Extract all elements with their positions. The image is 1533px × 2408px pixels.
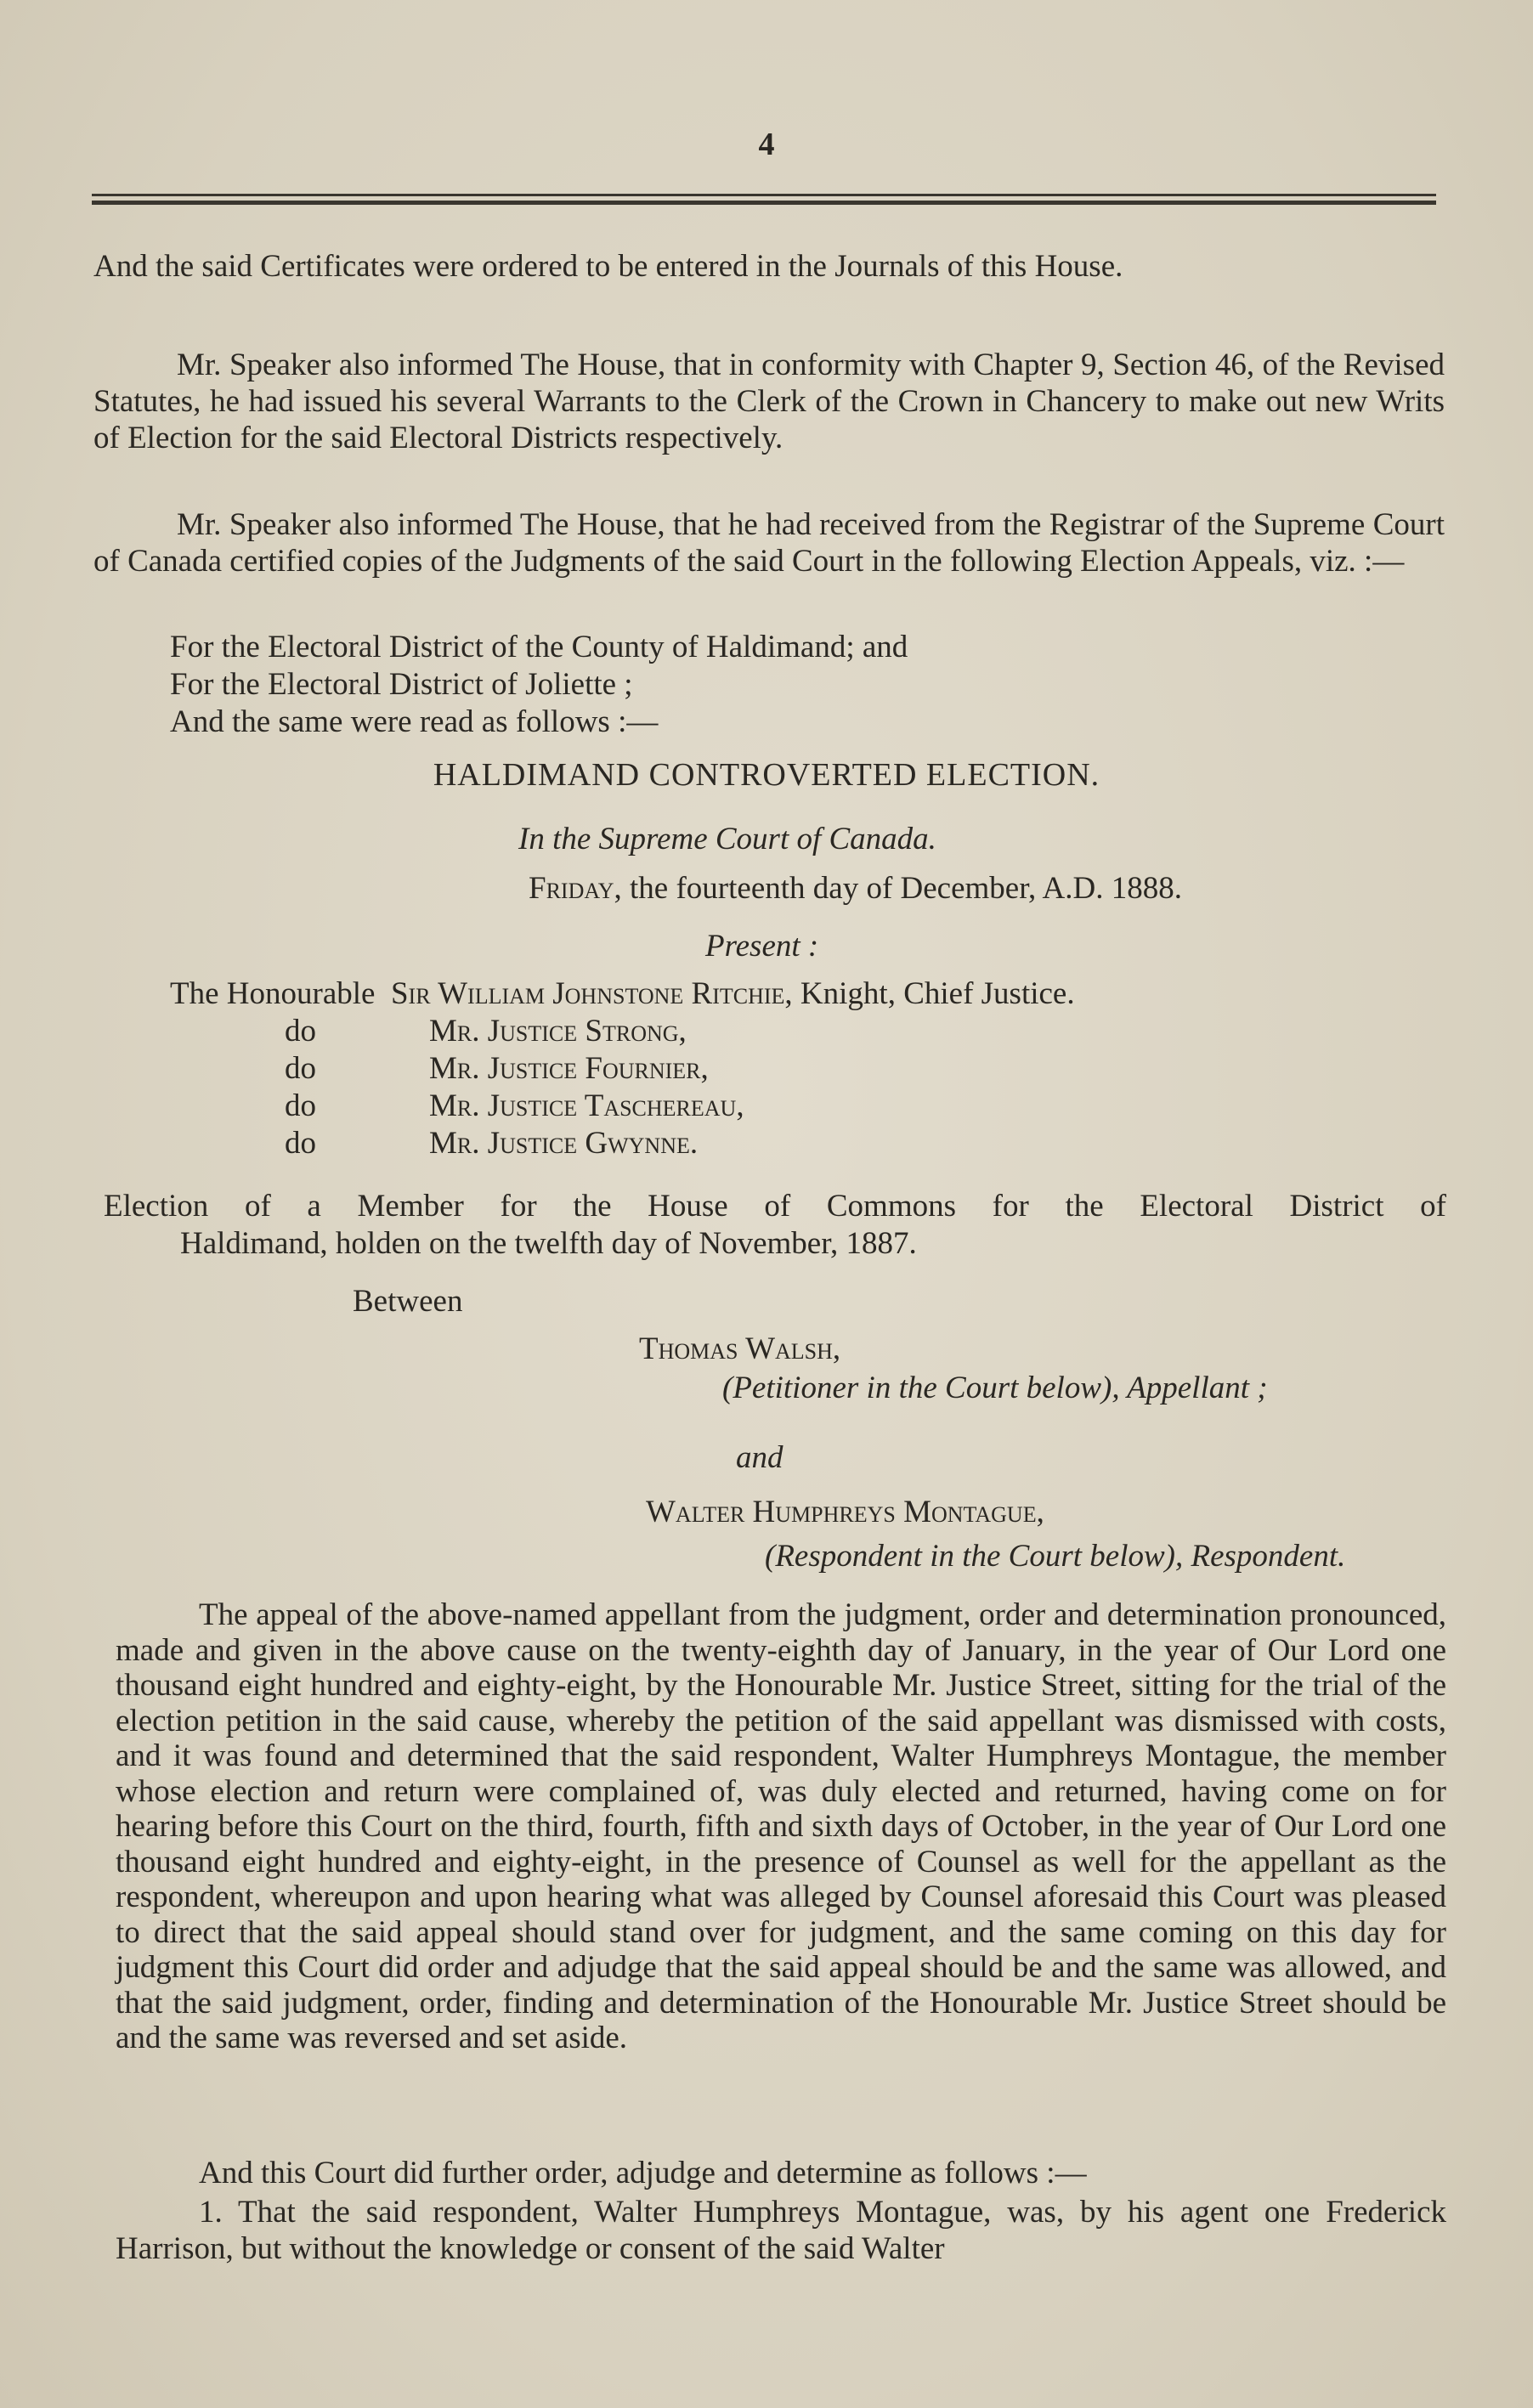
justice-name: Mr. Justice Gwynne. [429,1126,699,1161]
justice-name: Mr. Justice Strong, [429,1014,687,1049]
bench-prefix: The Honourable [170,976,376,1011]
bench-list [170,975,1075,1162]
justice-row [170,1013,1075,1050]
date-day: Friday [529,871,614,906]
order-item-1: 1. That the said respondent, Walter Humphreys Montague, was, by his agent one Frederick Harrison, but without the knowledge or consent of the said Walter [116,2195,1446,2266]
appellant-role: (Petitioner in the Court below), Appellant ; [722,1371,1268,1405]
ditto-mark: do [285,1088,316,1123]
election-appeals-list [170,629,908,741]
judgment-body: The appeal of the above-named appellant from the judgment, order and determination pronounced, made and given in the above cause on the twenty-eighth day of January, in the year of Our Lord one thousand eight hundred and eighty-eight, by the Honourable Mr. Justice Street, sitting for the trial of the election petition in the said cause, whereby the petition of the said appellant was dismissed with costs, and it was found and determined that the said respondent, Walter Humphreys Montague, the member whose election and return were complained of, was duly elected and returned, having come on for hearing before this Court on the third, fourth, fifth and sixth days of October, in the year of Our Lord one thousand eight hundred and eighty-eight, in the presence of Counsel as well for the appellant as the respondent, whereupon and upon hearing what was alleged by Counsel aforesaid this Court was pleased to direct that the said appeal should stand over for judgment, and the same coming on this day for judgment this Court did order and adjudge that the said appeal should be and the same was allowed, and that the said judgment, order, finding and determination of the Honourable Mr. Justice Street should be and the same was reversed and set aside. [116,1597,1446,2055]
election-line-1: Election of a Member for the House of Commons for the Electoral District of [104,1189,1446,1224]
respondent-role: (Respondent in the Court below), Respondent. [765,1539,1346,1574]
justice-row [170,1050,1075,1088]
intro-paragraph-1: And the said Certificates were ordered to be entered in the Journals of this House. [93,249,1123,284]
election-line-2: Haldimand, holden on the twelfth day of November, 1887. [180,1226,917,1261]
ditto-mark: do [285,1051,316,1086]
chief-justice-title: , Knight, Chief Justice. [784,976,1075,1011]
between-label: Between [353,1284,463,1319]
justice-row [170,1088,1075,1125]
chief-justice-line [170,975,1075,1013]
list-item: For the Electoral District of Joliette ; [170,667,633,702]
appellant-name: Thomas Walsh, [639,1331,841,1366]
judgment-date [529,870,1182,907]
list-item: And the same were read as follows :— [170,704,659,739]
ditto-mark: do [285,1126,316,1161]
justice-name: Mr. Justice Fournier, [429,1051,709,1086]
respondent-name: Walter Humphreys Montague, [646,1495,1044,1529]
present-label: Present : [705,929,819,964]
date-rest: , the fourteenth day of December, A.D. 1888. [614,871,1182,906]
header-rule [92,194,1436,209]
intro-paragraph-2: Mr. Speaker also informed The House, that in conformity with Chapter 9, Section 46, of the Revised Statutes, he had issued his several Warrants to the Clerk of the Crown in Chancery to make out new Writs of Election for the said Electoral Districts respectively. [93,348,1445,455]
intro-paragraph-3: Mr. Speaker also informed The House, that he had received from the Registrar of the Supreme Court of Canada certified copies of the Judgments of the said Court in the following Election Appeals, viz. :— [93,507,1445,579]
court-name: In the Supreme Court of Canada. [518,822,936,856]
case-heading: HALDIMAND CONTROVERTED ELECTION. [433,757,1100,793]
page-number: 4 [758,127,775,162]
ditto-mark: do [285,1014,316,1049]
justice-name: Mr. Justice Taschereau, [429,1088,744,1123]
and-label: and [736,1440,783,1475]
justice-row [170,1125,1075,1162]
further-order: And this Court did further order, adjudge and determine as follows :— [199,2156,1087,2190]
list-item: For the Electoral District of the County of Haldimand; and [170,630,908,664]
chief-justice-name: Sir William Johnstone Ritchie [390,976,785,1011]
